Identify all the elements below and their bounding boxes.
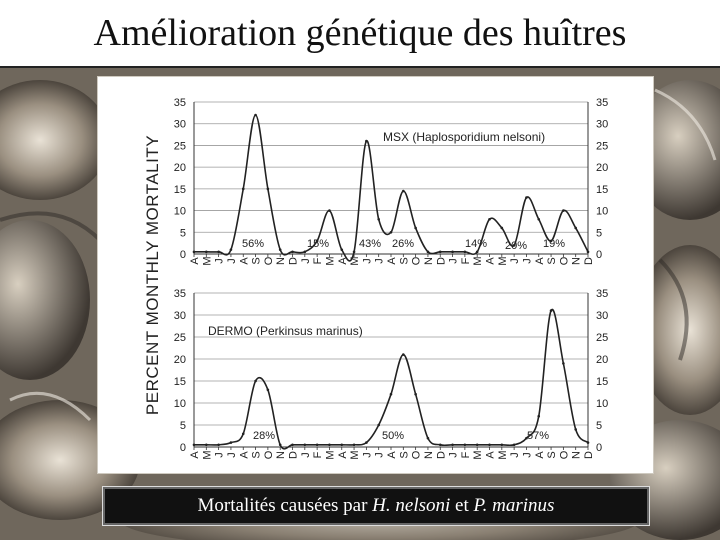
x-tick-label: O	[410, 256, 423, 266]
y-tick-label-left: 0	[179, 249, 186, 261]
x-tick-label: J	[361, 258, 374, 264]
data-point	[217, 444, 220, 447]
y-tick-label-left: 20	[173, 162, 186, 175]
x-tick-label: M	[324, 256, 337, 266]
x-tick-label: S	[250, 257, 263, 265]
y-tick-label-right: 25	[596, 332, 609, 344]
x-tick-label: N	[422, 257, 435, 265]
x-tick-label: M	[349, 450, 362, 460]
x-tick-label: J	[299, 452, 312, 458]
data-point	[451, 251, 454, 254]
y-tick-label-right: 0	[596, 249, 603, 261]
x-tick-label: F	[459, 257, 472, 265]
data-point	[464, 251, 467, 254]
y-tick-label-left: 20	[173, 354, 186, 366]
data-point	[205, 251, 208, 254]
y-tick-label-right: 25	[596, 140, 609, 153]
data-point	[340, 248, 343, 251]
data-point	[328, 209, 331, 212]
y-tick-label-right: 0	[596, 442, 603, 454]
x-tick-label: A	[484, 257, 497, 265]
data-point	[279, 248, 282, 251]
data-point	[304, 251, 307, 254]
x-tick-label: J	[213, 258, 226, 264]
data-point	[279, 444, 282, 447]
x-tick-label: D	[435, 451, 448, 459]
x-tick-label: S	[398, 257, 411, 265]
data-point	[464, 444, 467, 447]
data-point	[193, 251, 196, 254]
annotation-label: 28%	[252, 430, 276, 442]
y-tick-label-left: 5	[179, 227, 186, 240]
y-tick-label-left: 30	[173, 310, 186, 322]
y-tick-label-left: 5	[179, 420, 186, 432]
x-tick-label: D	[583, 451, 595, 459]
x-tick-label: O	[558, 256, 571, 266]
annotation-label: 20%	[504, 240, 528, 252]
data-point	[316, 444, 319, 447]
caption-middle: et	[450, 495, 474, 516]
y-tick-label-right: 20	[596, 162, 609, 175]
data-point	[427, 437, 430, 440]
data-point	[365, 140, 368, 143]
annotation-label: 15%	[306, 238, 330, 250]
data-point	[513, 444, 516, 447]
title-divider	[0, 66, 720, 68]
annotation-label: 50%	[381, 430, 405, 442]
annotation-label: 43%	[358, 238, 382, 250]
x-tick-label: A	[189, 257, 201, 265]
x-tick-label: O	[262, 256, 275, 266]
x-tick-label: M	[472, 256, 485, 266]
data-point	[217, 251, 220, 254]
caption-species-2: P. marinus	[473, 495, 555, 516]
y-tick-label-left: 10	[173, 398, 186, 410]
data-point	[574, 227, 577, 230]
y-tick-label-left: 0	[179, 442, 186, 454]
x-tick-label: S	[250, 451, 263, 459]
data-point	[267, 188, 270, 191]
y-tick-label-left: 15	[173, 183, 186, 196]
data-point	[562, 209, 565, 212]
data-point	[488, 218, 491, 221]
x-tick-label: A	[533, 451, 546, 459]
x-tick-label: N	[422, 451, 435, 459]
y-tick-label-right: 10	[596, 398, 609, 410]
x-tick-label: D	[583, 257, 595, 265]
annotation-label: 56%	[241, 238, 265, 250]
data-point	[377, 218, 380, 221]
x-tick-label: J	[447, 452, 460, 458]
data-point	[439, 444, 442, 447]
y-tick-label-right: 10	[596, 205, 609, 218]
x-tick-label: S	[398, 451, 411, 459]
data-point	[193, 444, 196, 447]
data-point	[587, 251, 590, 254]
data-point	[291, 251, 294, 254]
data-point	[402, 190, 405, 193]
x-tick-label: N	[570, 257, 583, 265]
x-tick-label: J	[225, 258, 238, 264]
x-tick-label: F	[312, 451, 325, 459]
series-label: DERMO (Perkinsus marinus)	[208, 324, 363, 338]
data-point	[427, 251, 430, 254]
y-tick-label-right: 15	[596, 183, 609, 196]
data-point	[574, 428, 577, 431]
x-tick-label: J	[521, 452, 534, 458]
x-tick-label: N	[570, 451, 583, 459]
y-tick-label-right: 35	[596, 97, 609, 109]
x-tick-label: S	[546, 451, 559, 459]
data-point	[390, 393, 393, 396]
x-tick-label: D	[435, 257, 448, 265]
y-tick-label-right: 30	[596, 118, 609, 131]
x-tick-label: J	[447, 258, 460, 264]
x-tick-label: O	[558, 450, 571, 460]
x-tick-label: A	[533, 257, 546, 265]
y-tick-label-right: 5	[596, 227, 603, 240]
figure-panel	[97, 76, 654, 474]
x-tick-label: A	[238, 451, 251, 459]
y-tick-label-right: 30	[596, 310, 609, 322]
x-tick-label: A	[386, 257, 398, 265]
data-point	[501, 444, 504, 447]
y-tick-label-right: 20	[596, 354, 609, 366]
data-point	[550, 309, 553, 312]
data-point	[562, 362, 565, 365]
y-tick-label-left: 25	[173, 140, 186, 153]
x-tick-label: F	[312, 257, 325, 265]
mortality-chart	[98, 77, 653, 473]
x-tick-label: M	[201, 450, 214, 460]
data-point	[304, 444, 307, 447]
x-tick-label: A	[189, 451, 201, 459]
x-tick-label: M	[349, 256, 362, 266]
data-point	[230, 441, 233, 444]
x-tick-label: O	[262, 450, 275, 460]
data-point	[353, 444, 356, 447]
data-point	[267, 389, 270, 392]
x-tick-label: D	[287, 257, 300, 265]
data-point	[365, 441, 368, 444]
x-tick-label: N	[275, 257, 288, 265]
data-point	[414, 227, 417, 230]
x-tick-label: J	[509, 452, 522, 458]
x-tick-label: M	[201, 256, 214, 266]
x-tick-label: O	[410, 450, 423, 460]
data-point	[242, 188, 245, 191]
x-tick-label: A	[484, 451, 497, 459]
x-tick-label: M	[496, 256, 509, 266]
x-tick-label: M	[324, 450, 337, 460]
data-point	[254, 380, 257, 383]
y-axis-label: PERCENT MONTHLY MORTALITY	[143, 134, 162, 416]
x-tick-label: A	[336, 257, 349, 265]
x-tick-label: J	[373, 452, 386, 458]
x-tick-label: A	[386, 451, 398, 459]
annotation-label: 19%	[542, 238, 566, 250]
data-point	[537, 218, 540, 221]
annotation-label: 14%	[464, 238, 488, 250]
y-tick-label-left: 15	[173, 376, 186, 388]
x-tick-label: S	[546, 257, 559, 265]
data-point	[414, 393, 417, 396]
annotation-label: 57%	[526, 430, 550, 442]
x-tick-label: J	[361, 452, 374, 458]
x-tick-label: N	[275, 451, 288, 459]
y-tick-label-left: 35	[173, 97, 186, 109]
slide-title: Amélioration génétique des huîtres	[93, 12, 627, 54]
y-tick-label-left: 25	[173, 332, 186, 344]
y-tick-label-left: 30	[173, 118, 186, 131]
x-tick-label: J	[373, 258, 386, 264]
figure-caption	[102, 486, 650, 526]
data-point	[488, 444, 491, 447]
x-tick-label: J	[521, 258, 534, 264]
x-tick-label: J	[509, 258, 522, 264]
annotation-label: 26%	[391, 238, 415, 250]
data-point	[377, 424, 380, 427]
y-tick-label-left: 35	[173, 288, 186, 300]
y-tick-label-right: 5	[596, 420, 603, 432]
data-point	[390, 231, 393, 234]
data-point	[525, 196, 528, 199]
data-point	[254, 114, 257, 117]
series-label: MSX (Haplosporidium nelsoni)	[383, 130, 546, 144]
x-tick-label: M	[472, 450, 485, 460]
x-tick-label: F	[459, 451, 472, 459]
data-point	[340, 444, 343, 447]
x-tick-label: A	[336, 451, 349, 459]
data-point	[476, 251, 479, 254]
data-point	[476, 444, 479, 447]
data-point	[587, 441, 590, 444]
data-point	[537, 415, 540, 418]
data-point	[205, 444, 208, 447]
x-tick-label: J	[213, 452, 226, 458]
x-tick-label: J	[299, 258, 312, 264]
data-point	[501, 227, 504, 230]
y-tick-label-right: 35	[596, 288, 609, 300]
data-point	[291, 444, 294, 447]
x-tick-label: D	[287, 451, 300, 459]
x-tick-label: A	[238, 257, 251, 265]
y-tick-label-left: 10	[173, 205, 186, 218]
data-point	[328, 444, 331, 447]
data-point	[242, 433, 245, 436]
x-tick-label: J	[225, 452, 238, 458]
data-point	[402, 353, 405, 356]
data-point	[439, 251, 442, 254]
y-tick-label-right: 15	[596, 376, 609, 388]
data-point	[230, 248, 233, 251]
data-point	[353, 251, 356, 254]
caption-species-1: H. nelsoni	[372, 495, 451, 516]
caption-prefix: Mortalités causées par	[197, 495, 373, 516]
data-point	[451, 444, 454, 447]
x-tick-label: M	[496, 450, 509, 460]
